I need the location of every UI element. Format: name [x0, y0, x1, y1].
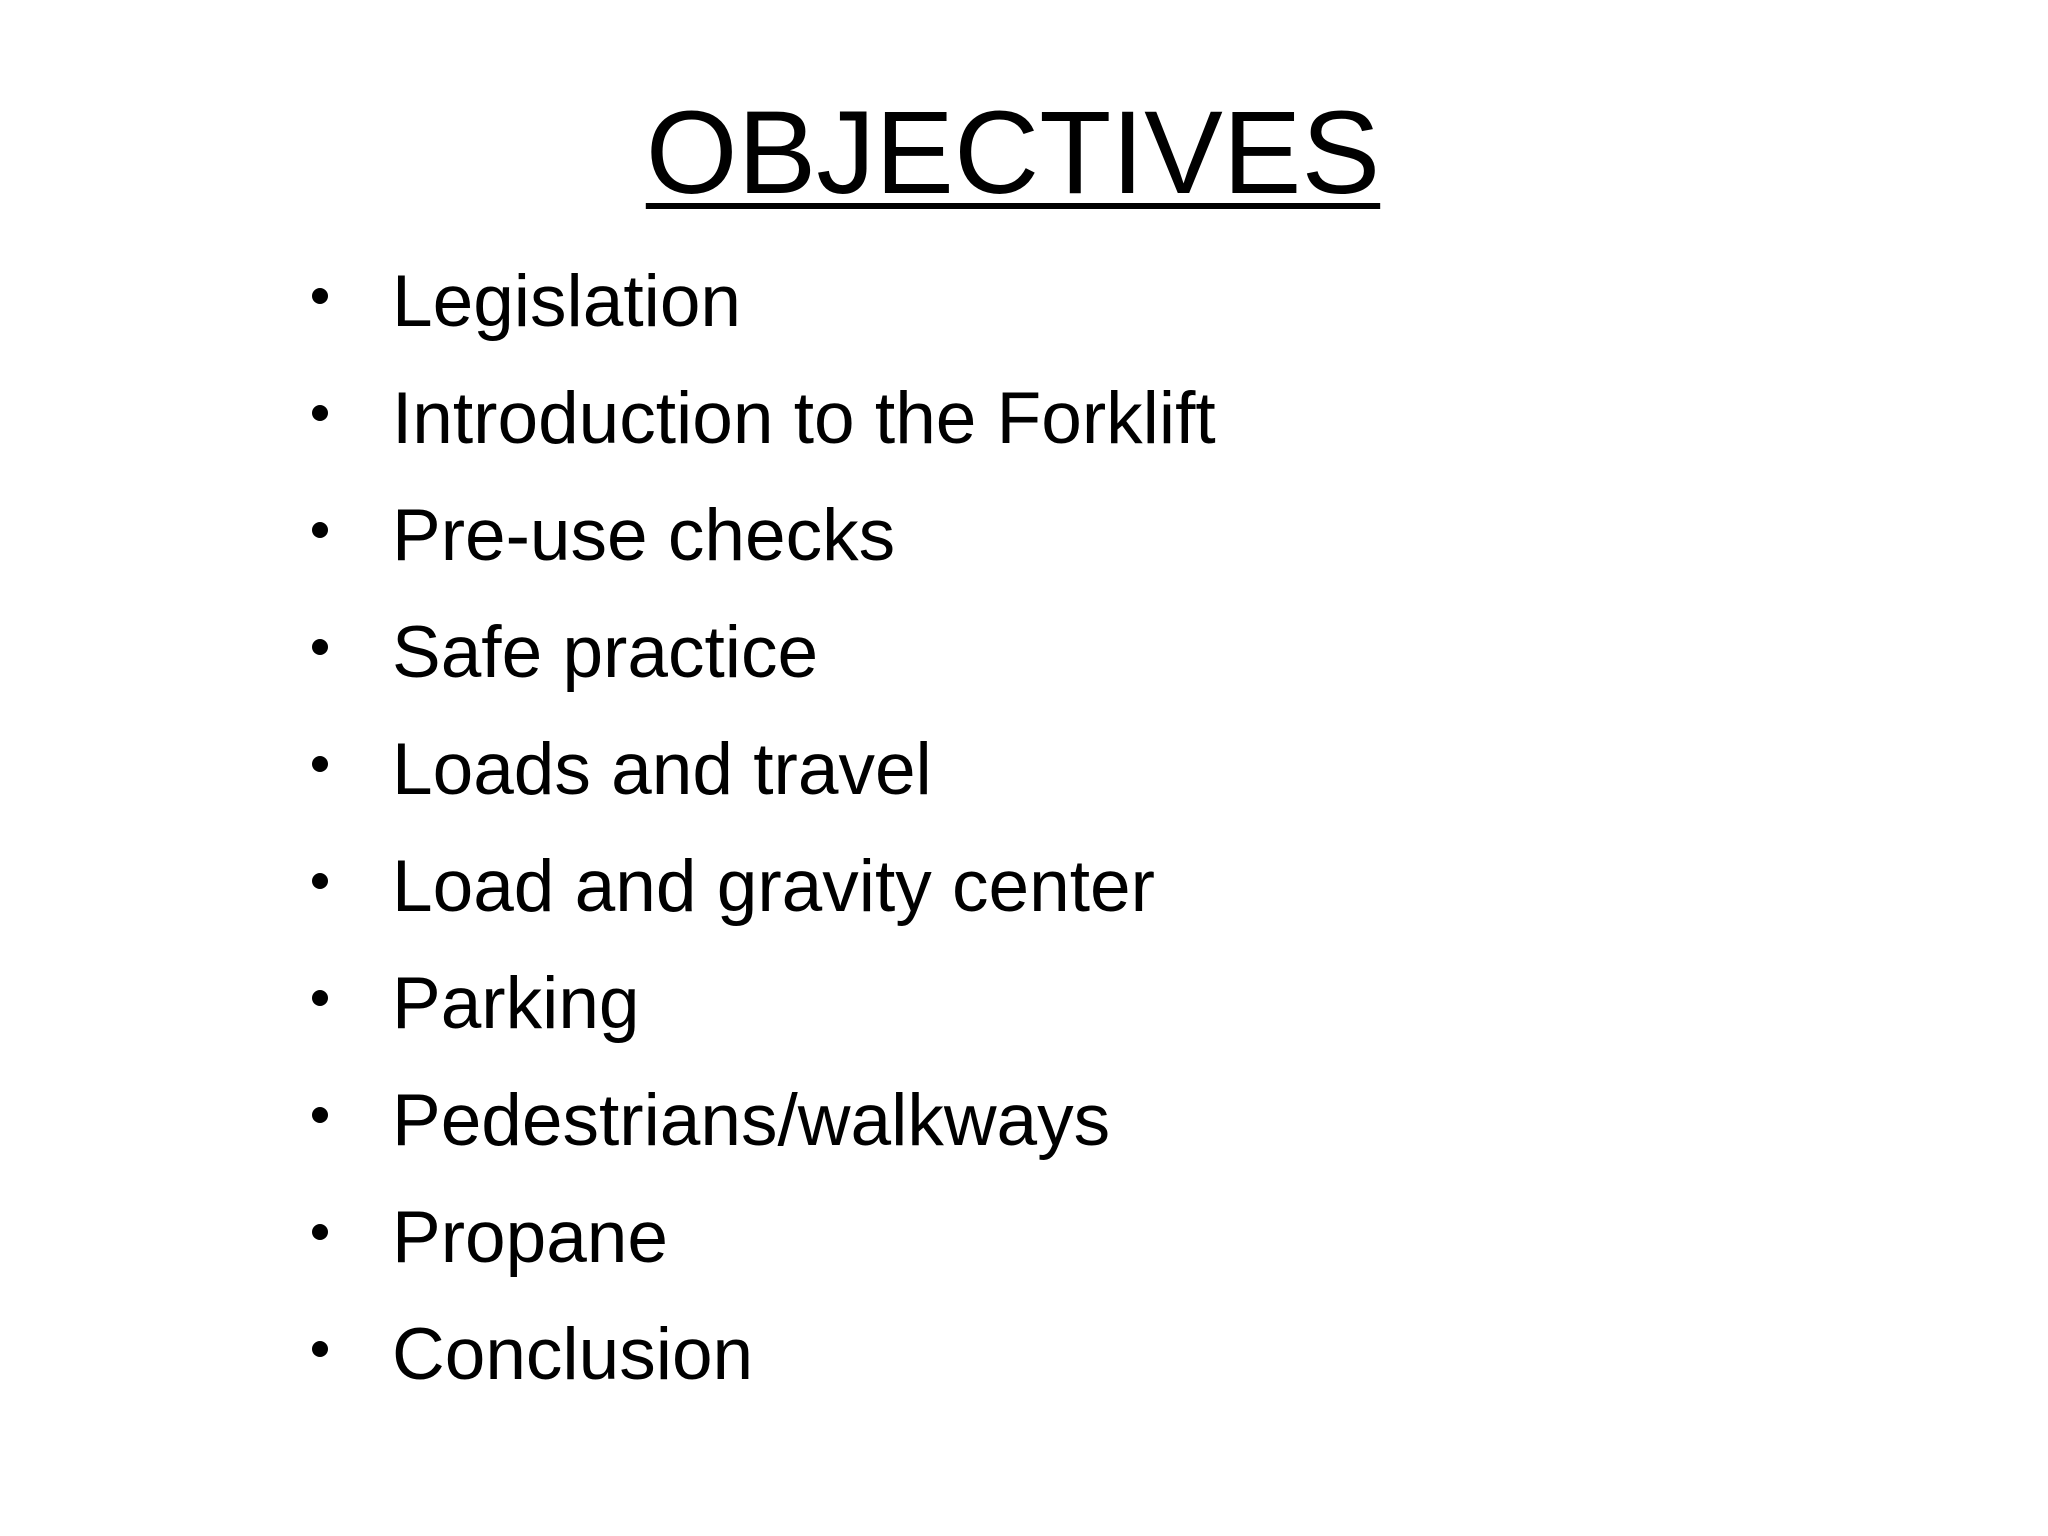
list-item	[312, 1062, 1216, 1179]
list-item-label: Propane	[392, 1196, 668, 1278]
bullet-icon	[312, 1224, 328, 1240]
objectives-list	[312, 243, 1216, 1413]
list-item-label: Pre-use checks	[392, 494, 896, 576]
bullet-icon	[312, 1107, 328, 1123]
list-item	[312, 594, 1216, 711]
bullet-icon	[312, 756, 328, 772]
list-item	[312, 828, 1216, 945]
list-item-label: Introduction to the Forklift	[392, 377, 1216, 459]
list-item-label: Loads and travel	[392, 728, 932, 810]
bullet-icon	[312, 990, 328, 1006]
list-item	[312, 945, 1216, 1062]
bullet-icon	[312, 1341, 328, 1357]
list-item	[312, 711, 1216, 828]
bullet-icon	[312, 405, 328, 421]
bullet-icon	[312, 288, 328, 304]
bullet-icon	[312, 639, 328, 655]
bullet-icon	[312, 873, 328, 889]
bullet-icon	[312, 522, 328, 538]
list-item	[312, 477, 1216, 594]
list-item	[312, 360, 1216, 477]
list-item-label: Conclusion	[392, 1313, 754, 1395]
slide-title	[0, 88, 2048, 218]
list-item-label: Parking	[392, 962, 640, 1044]
list-item	[312, 1179, 1216, 1296]
list-item-label: Safe practice	[392, 611, 819, 693]
slide-title-text: OBJECTIVES	[645, 87, 1381, 219]
list-item-label: Pedestrians/walkways	[392, 1079, 1111, 1161]
list-item	[312, 243, 1216, 360]
list-item-label: Legislation	[392, 260, 742, 342]
list-item	[312, 1296, 1216, 1413]
list-item-label: Load and gravity center	[392, 845, 1155, 927]
